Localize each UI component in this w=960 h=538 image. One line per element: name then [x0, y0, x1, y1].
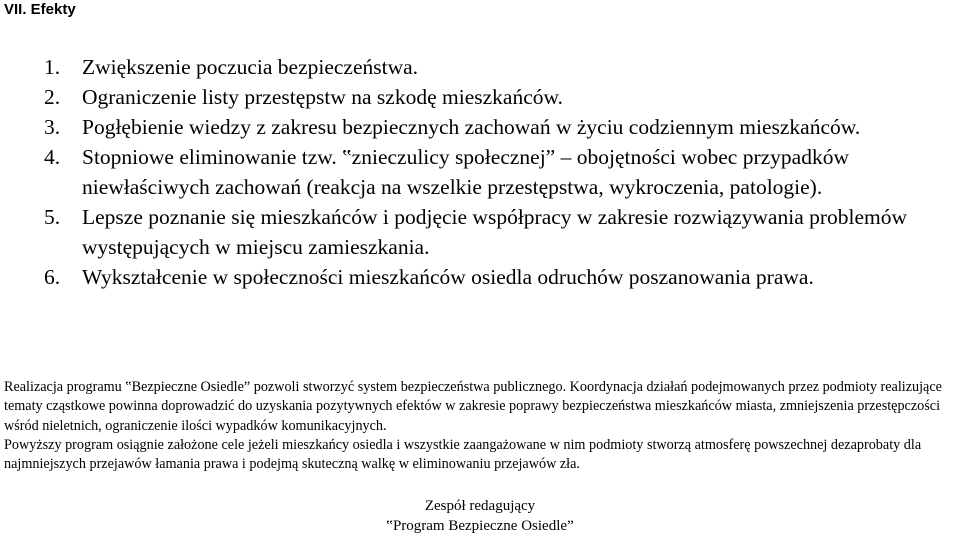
list-item: [44, 82, 960, 112]
list-item: [44, 262, 960, 292]
summary-paragraph: Powyższy program osiągnie założone cele jeżeli mieszkańcy osiedla i wszystkie zaangażowane w nim podmioty stworzą atmosferę powszechnej dezaprobaty dla najmniejszych przejawów łamania prawa i podejmą skuteczną walkę w eliminowaniu przejawów zła.: [4, 436, 922, 473]
list-item: [44, 112, 960, 142]
list-item-text: Pogłębienie wiedzy z zakresu bezpiecznych zachowań w życiu codziennym mieszkańców.: [82, 115, 861, 139]
signature-team: Zespół redagujący: [424, 498, 536, 514]
list-item-number: 6.: [44, 265, 61, 289]
list-item: [44, 52, 960, 82]
effects-list: [44, 52, 960, 292]
list-item-text: Wykształcenie w społeczności mieszkańców osiedla odruchów poszanowania prawa.: [82, 265, 814, 289]
list-item-number: 2.: [44, 85, 61, 109]
list-item-text: Lepsze poznanie się mieszkańców i podjęcie współpracy w zakresie rozwiązywania problemów występujących w miejscu zamieszkania.: [82, 205, 908, 259]
list-item-number: 4.: [44, 145, 61, 169]
list-item: [44, 202, 960, 262]
summary-text: [4, 378, 960, 474]
list-item: [44, 142, 960, 202]
signature-program: ‟Program Bezpieczne Osiedle”: [386, 518, 574, 534]
signature-block: [0, 496, 960, 536]
list-item-text: Ograniczenie listy przestępstw na szkodę mieszkańców.: [82, 85, 563, 109]
list-item-text: Stopniowe eliminowanie tzw. ‟znieczulicy społecznej” – obojętności wobec przypadków niewłaściwych zachowań (reakcja na wszelkie przestępstwa, wykroczenia, patologie).: [82, 145, 849, 199]
list-item-number: 5.: [44, 205, 61, 229]
section-heading: VII. Efekty: [4, 1, 76, 18]
list-item-text: Zwiększenie poczucia bezpieczeństwa.: [82, 55, 419, 79]
list-item-number: 3.: [44, 115, 61, 139]
list-item-number: 1.: [44, 55, 61, 79]
summary-paragraph: Realizacja programu ‟Bezpieczne Osiedle” pozwoli stworzyć system bezpieczeństwa publicznego. Koordynacja działań podejmowanych przez podmioty realizujące tematy cząstkowe powinna doprowadzić do uzyskania pozytywnych efektów w zakresie poprawy bezpieczeństwa mieszkańców miasta, zmniejszenia przestępczości wśród nieletnich, ograniczenie ilości wypadków komunikacyjnych.: [4, 379, 942, 434]
